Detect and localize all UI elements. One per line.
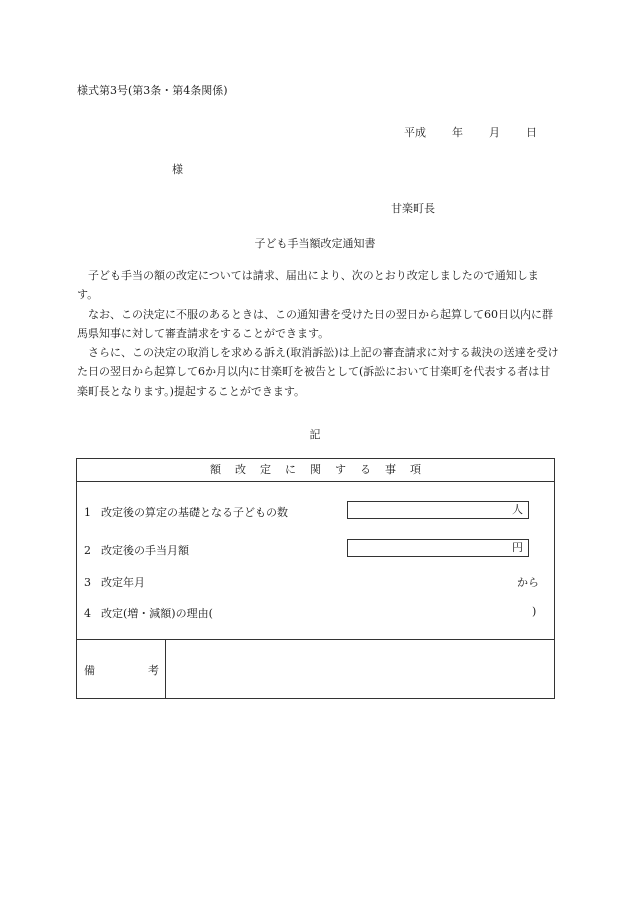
body-paragraph-1: 子ども手当の額の改定については請求、届出により、次のとおり改定しましたので通知します。	[77, 269, 539, 302]
notes-column-divider	[165, 639, 166, 699]
date-year: 年	[452, 126, 463, 139]
item-label: 改定(増・減額)の理由(	[101, 607, 213, 620]
body-paragraph-3: さらに、この決定の取消しを求める訴え(取消訴訟)は上記の審査請求に対する裁決の送達を受けた日の翌日から起算して6か月以内に甘楽町を被告として(訴訟において甘楽町を代表する者は甘楽町長となります。)提起することができます。	[77, 346, 559, 398]
addressee-suffix: 様	[172, 163, 183, 176]
item-revision-reason	[84, 605, 213, 621]
item-number: 3	[84, 576, 91, 589]
document-title: 子ども手当額改定通知書	[254, 237, 376, 250]
item-label: 改定年月	[101, 576, 145, 589]
item-child-count	[84, 504, 288, 520]
item-revision-month	[84, 574, 145, 590]
notes-label-b: 考	[148, 664, 159, 677]
child-count-field[interactable]	[347, 501, 529, 519]
item-label: 改定後の手当月額	[101, 544, 189, 557]
date-day: 日	[526, 126, 537, 139]
revision-reason-close: )	[532, 605, 537, 618]
monthly-amount-field[interactable]	[347, 539, 529, 557]
table-header: 額改定に関する事項	[77, 459, 554, 482]
revision-month-suffix: から	[517, 576, 539, 589]
monthly-amount-unit: 円	[512, 541, 523, 554]
item-number: 4	[84, 607, 91, 620]
sender: 甘楽町長	[391, 202, 435, 215]
form-number: 様式第3号(第3条・第4条関係)	[77, 84, 228, 97]
item-monthly-amount	[84, 542, 189, 558]
child-count-unit: 人	[512, 503, 523, 516]
item-number: 1	[84, 506, 91, 519]
notes-label-a: 備	[84, 664, 95, 677]
date-era: 平成	[404, 126, 426, 139]
item-number: 2	[84, 544, 91, 557]
notes-divider	[77, 639, 554, 640]
item-label: 改定後の算定の基礎となる子どもの数	[101, 506, 288, 519]
date-line	[404, 124, 537, 140]
body-text	[77, 266, 559, 401]
body-paragraph-2: なお、この決定に不服のあるときは、この通知書を受けた日の翌日から起算して60日以内に群馬県知事に対して審査請求をすることができます。	[77, 307, 553, 340]
details-table	[76, 458, 555, 699]
ki-heading: 記	[309, 428, 321, 441]
date-month: 月	[489, 126, 500, 139]
